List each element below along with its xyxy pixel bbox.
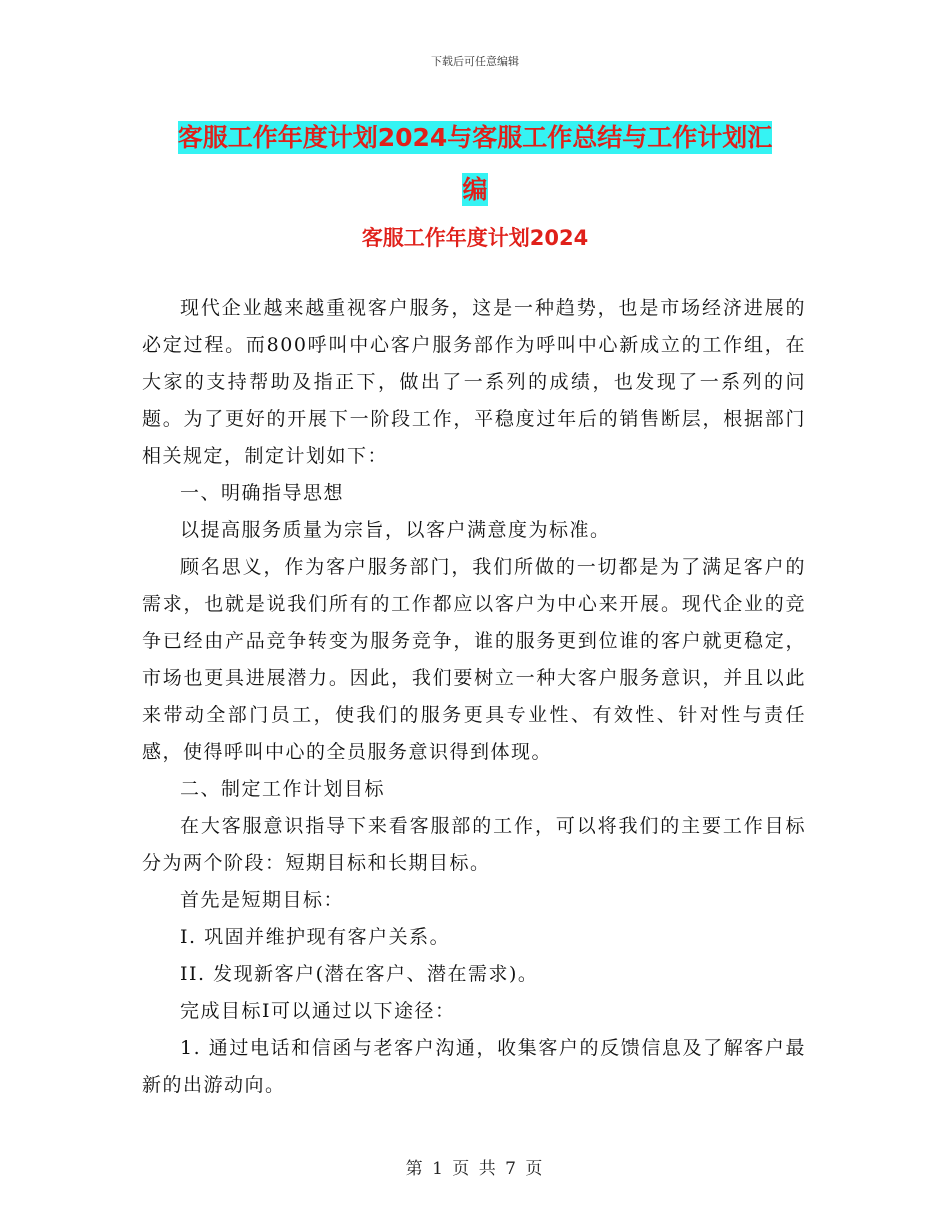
- paragraph-short-term: 首先是短期目标：: [180, 889, 345, 911]
- paragraph-goal-stages: 在大客服意识指导下来看客服部的工作，可以将我们的主要工作目标分为两个阶段：短期目标和长期目标。: [142, 815, 806, 874]
- section-title: 客服工作年度计划2024: [361, 226, 589, 250]
- paragraph-intro: 现代企业越来越重视客户服务，这是一种趋势，也是市场经济进展的必定过程。而800呼叫中心客户服务部作为呼叫中心新成立的工作组，在大家的支持帮助及指正下，做出了一系列的成绩，也发现了一系列的问题。为了更好的开展下一阶段工作，平稳度过年后的销售断层，根据部门相关规定，制定计划如下：: [142, 297, 806, 467]
- list-item-goal-1: I. 巩固并维护现有客户关系。: [180, 926, 451, 948]
- page-header: 下载后可任意编辑: [431, 55, 519, 68]
- document-title-line-1: 客服工作年度计划2024与客服工作总结与工作计划汇: [177, 123, 773, 152]
- document-title: [140, 112, 810, 216]
- list-item-method-1: 1. 通过电话和信函与老客户沟通，收集客户的反馈信息及了解客户最新的出游动向。: [142, 1037, 806, 1096]
- paragraph-customer-centric: 顾名思义，作为客户服务部门，我们所做的一切都是为了满足客户的需求，也就是说我们所有的工作都应以客户为中心来开展。现代企业的竞争已经由产品竞争转变为服务竞争，谁的服务更到位谁的客户就更稳定，市场也更具进展潜力。因此，我们要树立一种大客户服务意识，并且以此来带动全部门员工，使我们的服务更具专业性、有效性、针对性与责任感，使得呼叫中心的全员服务意识得到体现。: [142, 556, 806, 763]
- list-item-goal-2: II. 发现新客户(潜在客户、潜在需求)。: [180, 963, 539, 985]
- document-body: [142, 290, 806, 1104]
- page-footer: 第 1 页 共 7 页: [405, 1159, 545, 1179]
- document-title-line-2: 编: [462, 175, 488, 204]
- heading-guiding-thought: 一、明确指导思想: [180, 482, 345, 504]
- heading-work-goals: 二、制定工作计划目标: [180, 778, 386, 800]
- paragraph-service-aim: 以提高服务质量为宗旨，以客户满意度为标准。: [180, 519, 611, 541]
- paragraph-goal-1-methods: 完成目标I可以通过以下途径：: [180, 1000, 456, 1022]
